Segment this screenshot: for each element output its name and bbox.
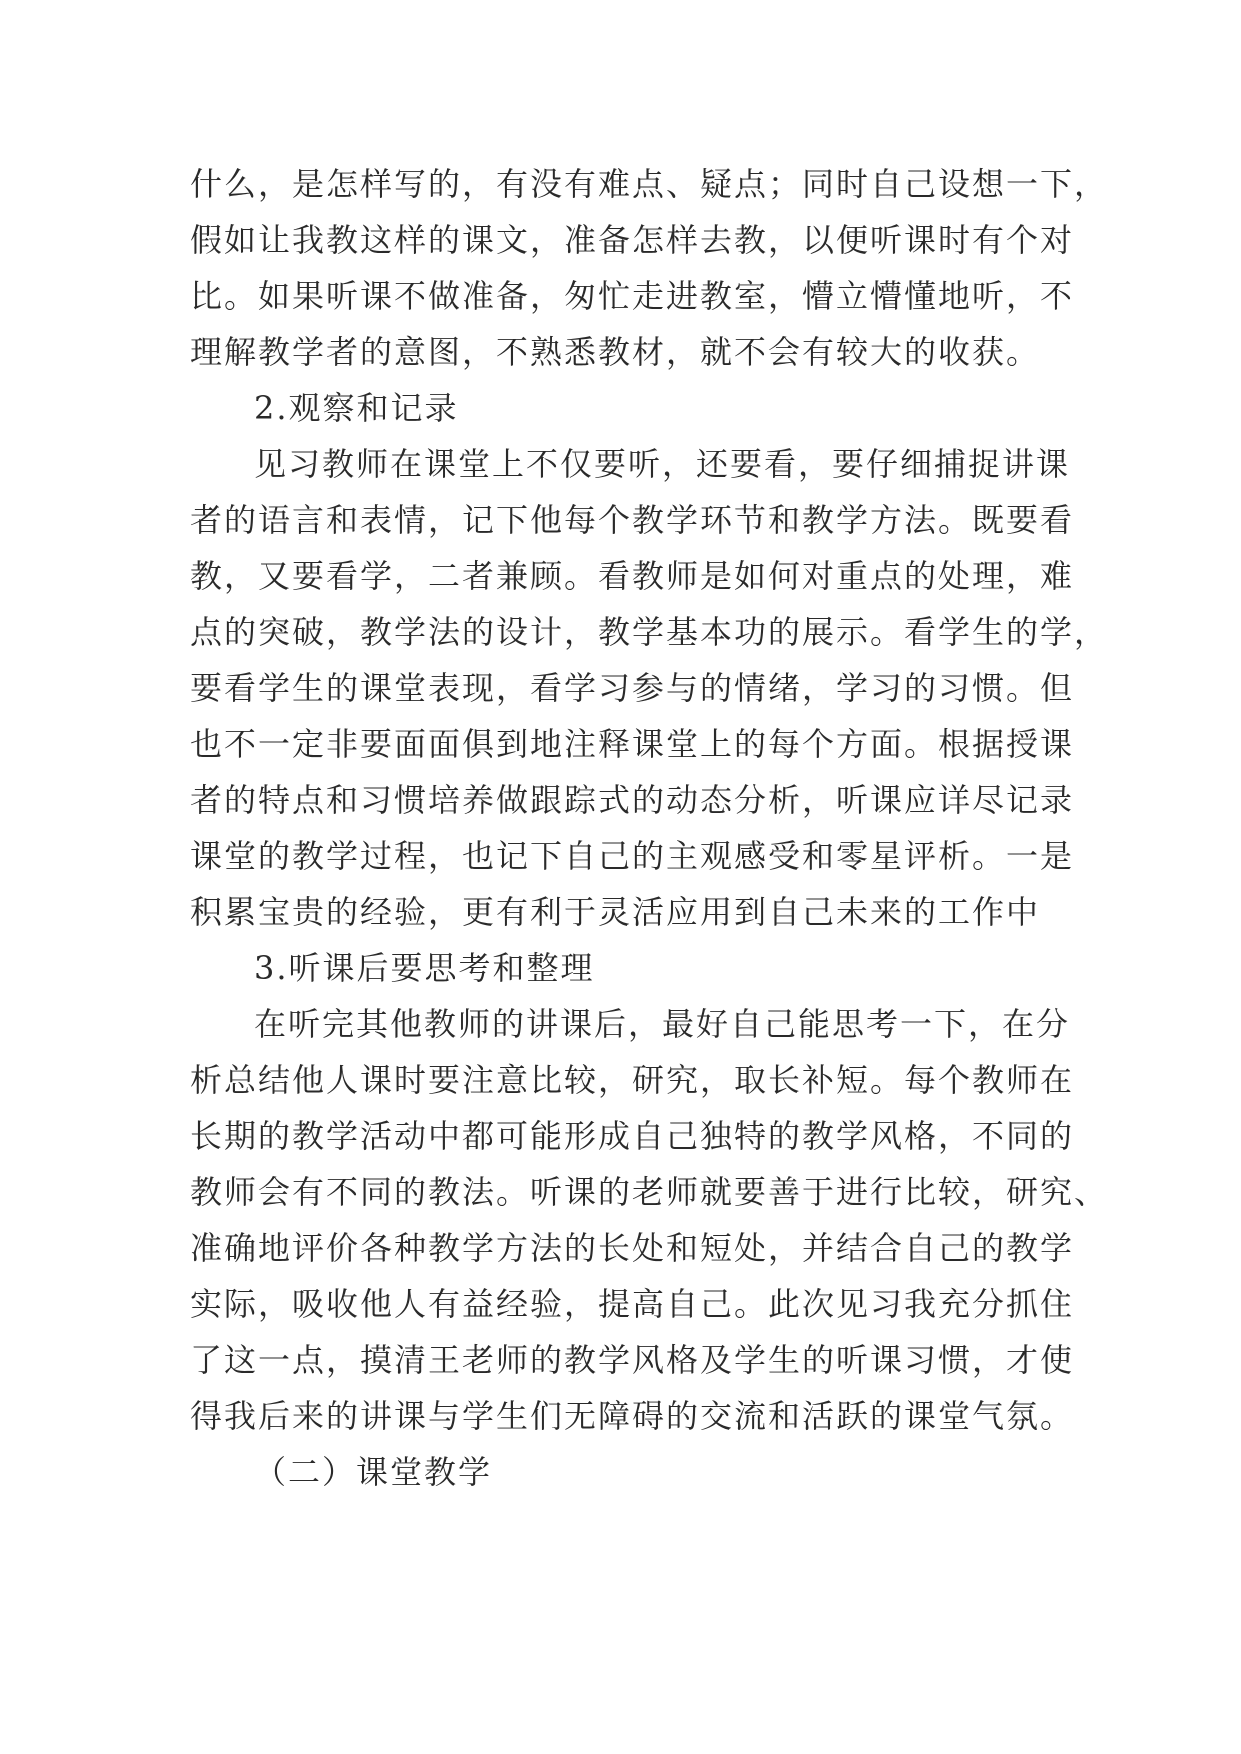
paragraph-line: 得我后来的讲课与学生们无障碍的交流和活跃的课堂气氛。 (190, 1397, 1075, 1435)
paragraph-line: 析总结他人课时要注意比较，研究，取长补短。每个教师在 (190, 1061, 1075, 1099)
paragraph-line: 积累宝贵的经验，更有利于灵活应用到自己未来的工作中 (190, 893, 1041, 931)
paragraph-line: 比。如果听课不做准备，匆忙走进教室，懵立懵懂地听，不 (190, 277, 1075, 315)
paragraph-line: 者的特点和习惯培养做跟踪式的动态分析，听课应详尽记录 (190, 781, 1075, 819)
paragraph-line: 者的语言和表情，记下他每个教学环节和教学方法。既要看 (190, 501, 1075, 539)
paragraph-line: 理解教学者的意图，不熟悉教材，就不会有较大的收获。 (190, 333, 1041, 371)
section-heading: 2.观察和记录 (254, 389, 459, 427)
paragraph-line: 要看学生的课堂表现，看学习参与的情绪，学习的习惯。但 (190, 669, 1075, 707)
paragraph-line: 实际，吸收他人有益经验，提高自己。此次见习我充分抓住 (190, 1285, 1075, 1323)
paragraph-line: 见习教师在课堂上不仅要听，还要看，要仔细捕捉讲课 (254, 445, 1071, 483)
section-heading: 3.听课后要思考和整理 (254, 949, 595, 987)
paragraph-line: 点的突破，教学法的设计，教学基本功的展示。看学生的学， (190, 613, 1109, 651)
paragraph-line: 了这一点，摸清王老师的教学风格及学生的听课习惯，才使 (190, 1341, 1075, 1379)
document-body (190, 156, 1109, 1500)
paragraph-line: 什么，是怎样写的，有没有难点、疑点；同时自己设想一下， (190, 165, 1109, 203)
paragraph-line: 长期的教学活动中都可能形成自己独特的教学风格，不同的 (190, 1117, 1075, 1155)
paragraph-line: 教师会有不同的教法。听课的老师就要善于进行比较，研究、 (190, 1173, 1109, 1211)
paragraph-line: 教，又要看学，二者兼顾。看教师是如何对重点的处理，难 (190, 557, 1075, 595)
paragraph-line: 假如让我教这样的课文，准备怎样去教，以便听课时有个对 (190, 221, 1075, 259)
section-heading: （二）课堂教学 (254, 1453, 493, 1491)
paragraph-line: 在听完其他教师的讲课后，最好自己能思考一下，在分 (254, 1005, 1071, 1043)
paragraph-line: 准确地评价各种教学方法的长处和短处，并结合自己的教学 (190, 1229, 1075, 1267)
paragraph-line: 课堂的教学过程，也记下自己的主观感受和零星评析。一是 (190, 837, 1075, 875)
paragraph-line: 也不一定非要面面俱到地注释课堂上的每个方面。根据授课 (190, 725, 1075, 763)
